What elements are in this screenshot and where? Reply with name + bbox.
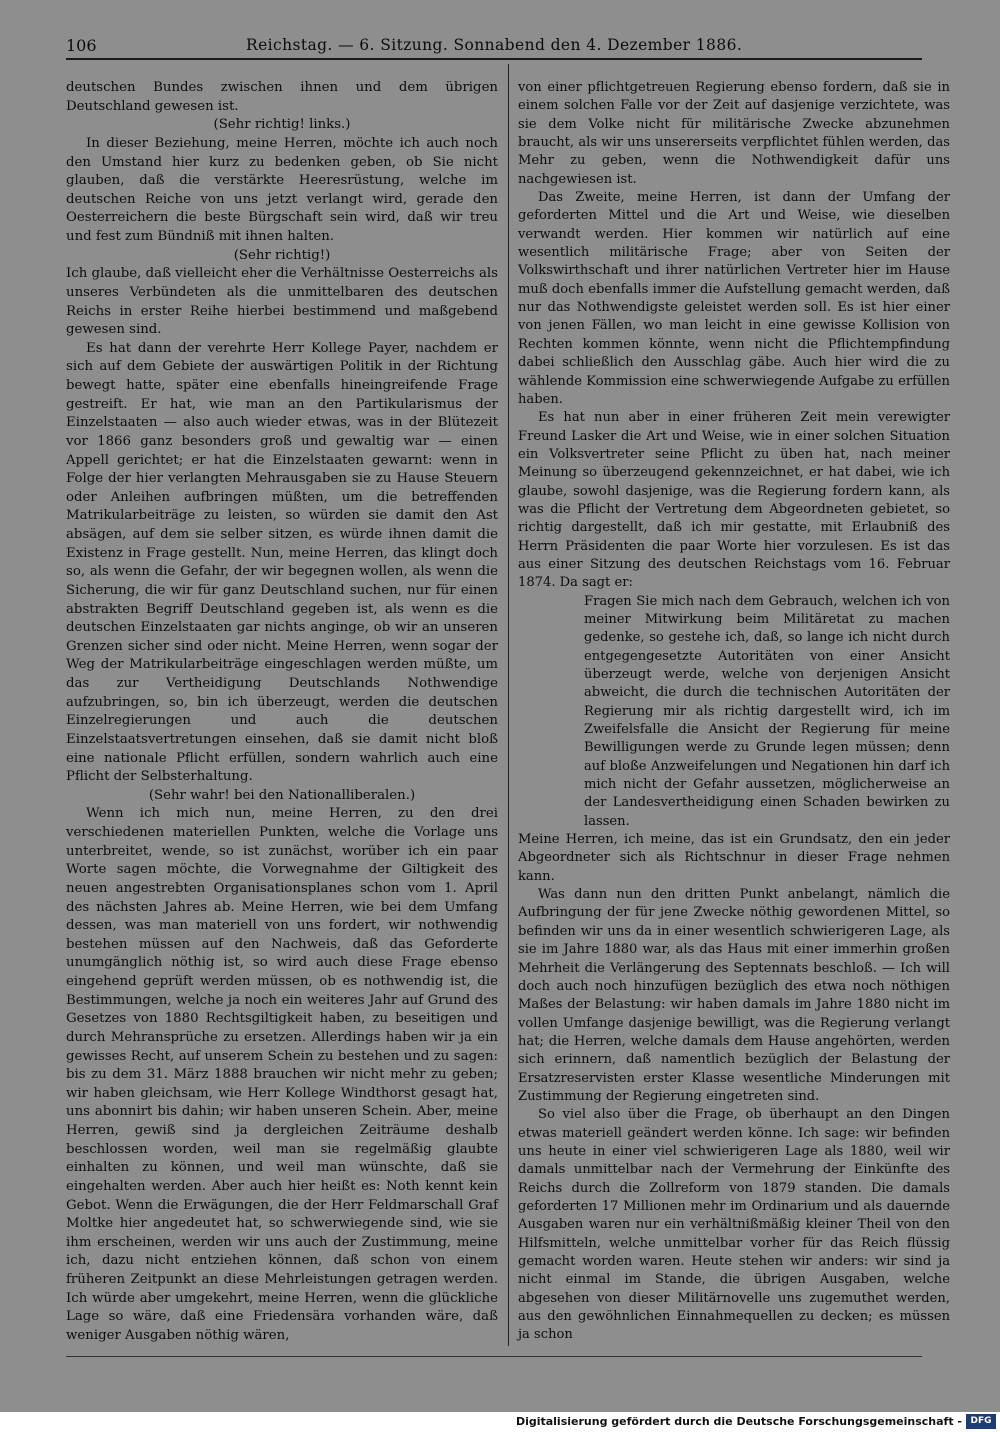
paragraph: Es hat dann der verehrte Herr Kollege Payer, nachdem er sich auf dem Gebiete der auswärtigen Politik in der Richtung bewegt hatte, später eine ebenfalls hineingreifende Frage gestreift. Er hat, wie man an den Partikularismus der Einzelstaaten — also auch wieder etwas, was in der Blütezeit vor 1866 ganz besonders groß und gewaltig war — einen Appell gerichtet; er hat die Einzelstaaten gewarnt: wenn in Folge der hier verlangten Mehrausgaben sie zu Hause Steuern oder Anleihen aufbringen müßten, um die betreffenden Matrikularbeiträge zu leisten, so würden sie damit den Ast absägen, auf dem sie selber sitzen, es würde ihnen damit die Existenz in Frage gestellt. Nun, meine Herren, das klingt doch so, als wenn die Gefahr, der wir begegnen wollen, als wenn die Sicherung, die wir für ganz Deutschland suchen, nur für einen abstrakten Begriff Deutschland gegeben ist, als wenn es die deutschen Einzelstaaten gar nichts anginge, ob wir an unseren Grenzen sicher sind oder nicht. Meine Herren, wenn sogar der Weg der Matrikularbeiträge eingeschlagen werden müßte, um das zur Vertheidigung Deutschlands Nothwendige aufzubringen, so, bin ich überzeugt, werden die deutschen Einzelregierungen und auch die deutschen Einzelstaatsvertretungen einsehen, daß sie damit nicht bloß eine nationale Pflicht erfüllen, sondern wahrlich auch eine Pflicht der Selbsterhaltung. [66,340,498,785]
right-column [518,79,950,1345]
block-quote: Fragen Sie mich nach dem Gebrauch, welchen ich von meiner Mitwirkung beim Militäretat zu machen gedenke, so gestehe ich, daß, so lange ich nicht durch entgegengesetzte Autoritäten von einer Ansicht überzeugt werde, welche von derjenigen Ansicht abweicht, die durch die technischen Autoritäten der Regierung mir als richtig dargestellt wird, ich im Zweifelsfalle die Ansicht der Regierung für meine Bewilligungen werde zu Grunde legen müssen; denn auf bloße Anzweifelungen und Negationen hin darf ich mich nicht der Gefahr aussetzen, möglicherweise an der Landesvertheidigung einen Schaden bewirken zu lassen. [584,593,950,829]
running-head: Reichstag. — 6. Sitzung. Sonnabend den 4. Dezember 1886. [246,36,743,54]
paragraph: Wenn ich mich nun, meine Herren, zu den drei verschiedenen materiellen Punkten, welche die Vorlage uns unterbreitet, wende, so ist zunächst, worüber ich ein paar Worte sagen möchte, die Vorwegnahme der Giltigkeit des neuen angestrebten Organisationsplanes schon vom 1. April des nächsten Jahres ab. Meine Herren, wie bei dem Umfang dessen, was man materiell von uns fordert, wir nothwendig bestehen müssen auf den Nachweis, daß das Geforderte unumgänglich nöthig ist, so wird auch diese Frage ebenso eingehend geprüft werden müssen, ob es nothwendig ist, die Bestimmungen, welche ja noch ein weiteres Jahr auf Grund des Gesetzes von 1880 Rechtsgiltigkeit haben, zu beseitigen und durch Mehransprüche zu ersetzen. Allerdings haben wir ja ein gewisses Recht, auf unserem Schein zu bestehen und zu sagen: bis zu dem 31. März 1888 brauchen wir nicht mehr zu geben; wir haben gleichsam, wie Herr Kollege Windthorst gesagt hat, uns abonnirt bis dahin; wir haben unseren Schein. Aber, meine Herren, gewiß sind ja dergleichen Zeiträume deshalb beschlossen worden, weil man sie regelmäßig glaubte einhalten zu können, und weil man wünschte, daß sie eingehalten werden. Aber auch hier heißt es: Noth kennt kein Gebot. Wenn die Erwägungen, die der Herr Feldmarschall Graf Moltke hier angedeutet hat, so schwerwiegende sind, wie sie ihm erscheinen, werden wir uns auch der Zustimmung, meine ich, dazu nicht entziehen können, daß schon von einem früheren Zeitpunkt an diese Mehrleistungen getragen werden. Ich würde aber umgekehrt, meine Herren, wenn die glückliche Lage so wäre, daß eine Friedensära vorhanden wäre, daß weniger Ausgaben nöthig wären, [66,806,498,1343]
paragraph: Das Zweite, meine Herren, ist dann der Umfang der geforderten Mittel und die Art und Weise, wie dieselben verwandt werden. Hier kommen wir natürlich auf eine wesentlich militärische Frage; aber von Seiten der Volkswirthschaft und ihrer natürlichen Vertreter hier im Hause muß doch ebenfalls immer die Aufstellung gemacht werden, daß nur das Nothwendigste geleistet werden soll. Es ist hier einer von jenen Fällen, wo man leicht in eine gewisse Kollision von Rechten kommen könnte, wenn nicht die Pflichtempfindung dabei schließlich den Ausschlag gäbe. Auch hier wird die zu wählende Kommission eine schwerwiegende Aufgabe zu erfüllen haben. [518,190,950,407]
interjection: (Sehr richtig! links.) [213,117,351,133]
interjection: (Sehr wahr! bei den Nationalliberalen.) [148,787,416,803]
paragraph: In dieser Beziehung, meine Herren, möchte ich auch noch den Umstand hier kurz zu bedenken geben, ob Sie nicht glauben, daß die verstärkte Heeresrüstung, welche im deutschen Reiche von uns jetzt verlangt wird, gerade den Oesterreichern die beste Bürgschaft sein wird, daß wir treu und fest zum Bündniß mit ihnen halten. [66,135,498,244]
footer-bar [0,1412,1000,1432]
footer-credit: Digitalisierung gefördert durch die Deutsche Forschungsgemeinschaft - [515,1415,962,1428]
page-number: 106 [66,36,97,55]
paragraph: So viel also über die Frage, ob überhaupt an den Dingen etwas materiell geändert werden könne. Ich sage: wir befinden uns heute in einer viel schwierigeren Lage als 1880, weil wir damals unmittelbar nach der Vermehrung der Einkünfte des Reichs durch die Zollreform von 1879 standen. Die damals geforderten 17 Millionen mehr im Ordinarium und als dauernde Ausgaben waren nur ein verhältnißmäßig kleiner Theil von den Hilfsmitteln, welche unmittelbar vorher für das Reich flüssig gemacht worden waren. Heute stehen wir anders: wir sind ja nicht einmal im Stande, die übrigen Ausgaben, welche abgesehen von dieser Militärnovelle uns zugemuthet werden, aus den gewöhnlichen Einnahmequellen zu decken; es müssen ja schon [518,1107,950,1343]
paragraph: von einer pflichtgetreuen Regierung ebenso fordern, daß sie in einem solchen Falle vor der Zeit auf dasjenige verzichtete, was sie dem Volke nicht für militärische Zwecke abzunehmen braucht, als wir uns unsererseits verpflichtet fühlen werden, das Mehr zu geben, wenn die Nothwendigkeit dafür uns nachgewiesen ist. [518,80,950,187]
interjection: (Sehr richtig!) [233,247,331,263]
paragraph: Es hat nun aber in einer früheren Zeit mein verewigter Freund Lasker die Art und Weise, wie in einer solchen Situation ein Volksvertreter seine Pflicht zu üben hat, nach meiner Meinung so überzeugend gekennzeichnet, er hat dabei, wie ich glaube, sowohl dasjenige, was die Regierung fordern kann, als was die Pflicht der Vertretung dem Abgeordneten gebietet, so richtig dargestellt, daß ich mir gestatte, mit Erlaubniß des Herrn Präsidenten die paar Worte hier vorzulesen. Es ist das aus einer Sitzung des deutschen Reichstags vom 16. Februar 1874. Da sagt er: [518,410,950,591]
paragraph: Was dann nun den dritten Punkt anbelangt, nämlich die Aufbringung der für jene Zwecke nöthig gewordenen Mittel, so befinden wir uns da in einer wesentlich schwierigeren Lage, als sie im Jahre 1880 war, als das Haus mit einer immerhin großen Mehrheit die Verlängerung des Septennats beschloß. — Ich will doch auch noch hinzufügen bezüglich des etwa noch nöthigen Maßes der Belastung: wir haben damals im Jahre 1880 nicht im vollen Umfange dasjenige bewilligt, was die Regierung verlangt hat; die Herren, welche damals dem Hause angehörten, werden sich erinnern, daß namentlich bezüglich der Belastung der Ersatzreservisten erster Klasse wesentliche Minderungen mit Zustimmung der Regierung eingetreten sind. [518,887,950,1104]
page-header [66,36,922,60]
paragraph: deutschen Bundes zwischen ihnen und dem übrigen Deutschland gewesen ist. [66,80,498,114]
paragraph: Ich glaube, daß vielleicht eher die Verhältnisse Oesterreichs als unseres Verbündeten als die unmittelbaren des deutschen Reichs in erster Reihe hierbei bestimmend und maßgebend gewesen sind. [66,266,498,338]
bottom-rule [66,1356,922,1357]
paragraph: Meine Herren, ich meine, das ist ein Grundsatz, den ein jeder Abgeordneter sich als Richtschnur in dieser Frage nehmen kann. [518,832,950,884]
column-divider [508,64,509,1346]
left-column [66,79,498,1346]
dfg-logo: DFG [966,1414,996,1429]
